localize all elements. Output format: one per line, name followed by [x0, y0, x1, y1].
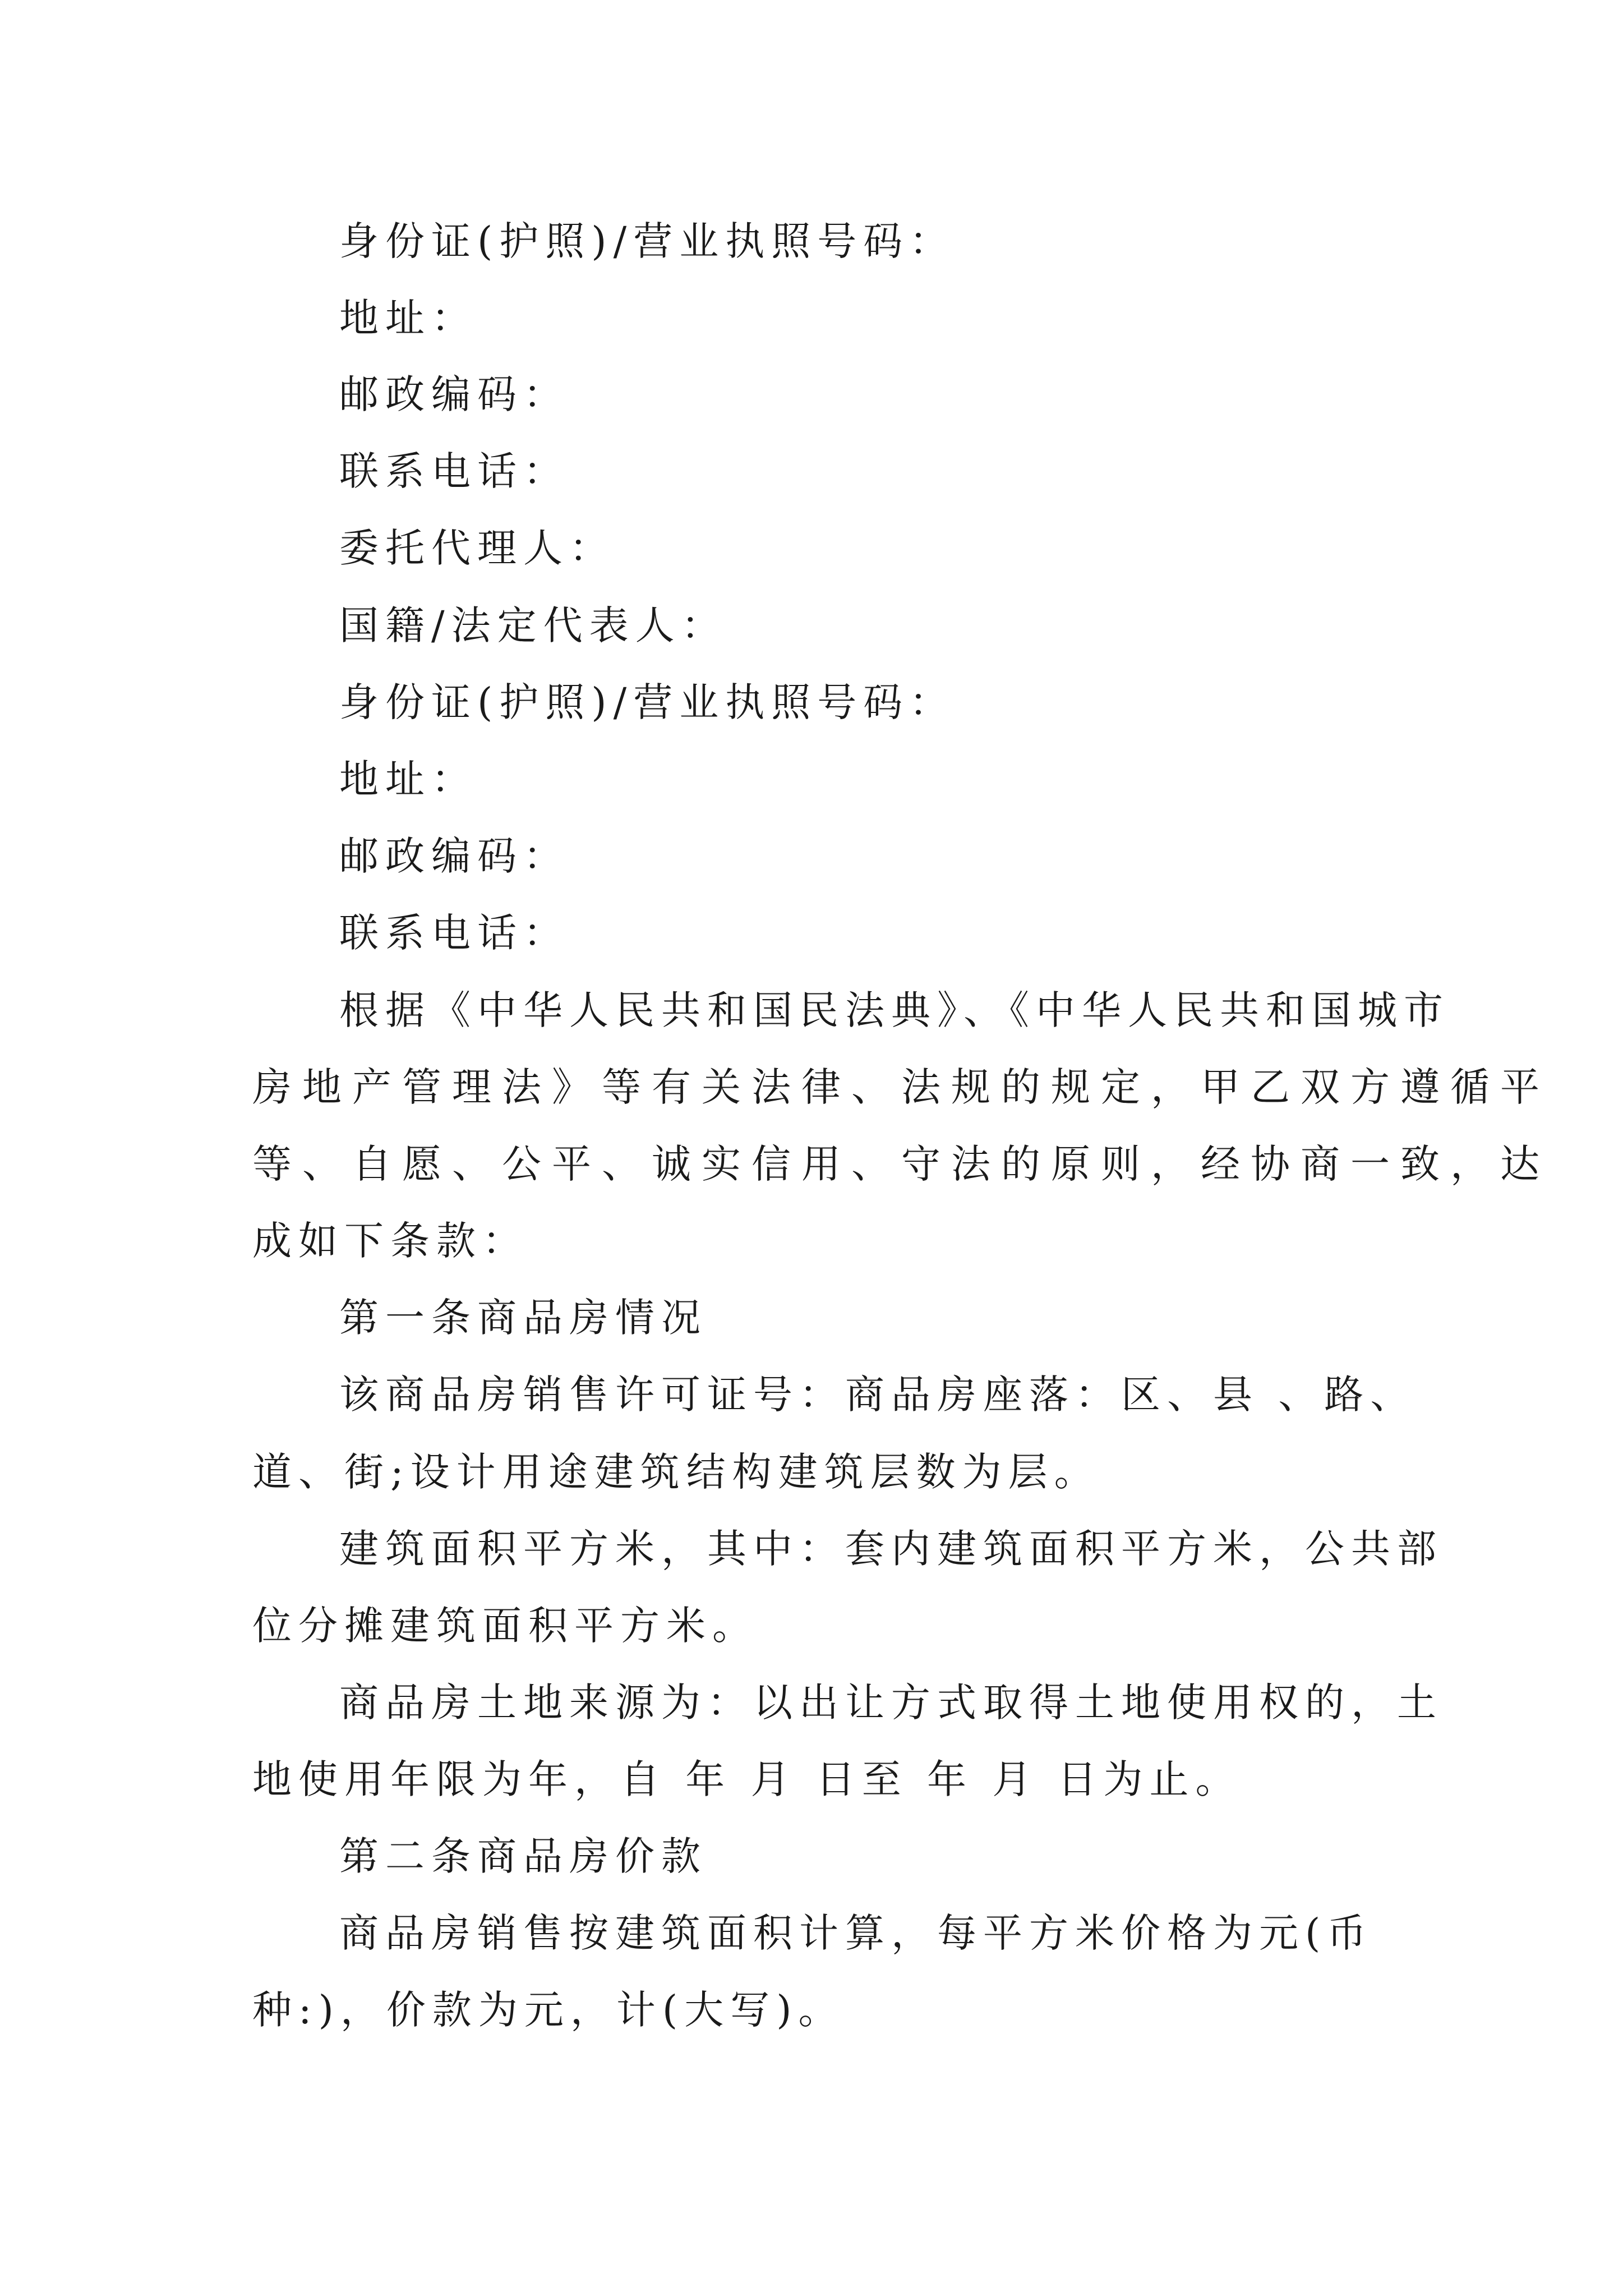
field-id-number-1: 身份证(护照)/营业执照号码： [339, 218, 956, 264]
field-agent: 委托代理人： [339, 525, 615, 571]
field-postal-code-2: 邮政编码： [339, 833, 569, 879]
field-phone-2: 联系电话： [339, 910, 569, 956]
article2-title: 第二条商品房价款 [339, 1833, 707, 1879]
preamble-line-4: 成如下条款： [252, 1218, 528, 1264]
article1-title: 第一条商品房情况 [339, 1295, 707, 1341]
field-phone-1: 联系电话： [339, 448, 569, 494]
article1-para3-line1: 商品房土地来源为：以出让方式取得土地使用权的，土 [339, 1680, 1443, 1726]
article1-para1-line1: 该商品房销售许可证号：商品房座落：区、县 、路、 [339, 1372, 1417, 1418]
field-nationality-rep: 国籍/法定代表人： [339, 602, 727, 648]
preamble-line-3: 等、自愿、公平、诚实信用、守法的原则，经协商一致，达 [252, 1141, 1550, 1187]
article1-para1-line2: 道、街;设计用途建筑结构建筑层数为层。 [252, 1449, 1100, 1495]
article1-para3-line2: 地使用年限为年，自 年 月 日至 年 月 日为止。 [252, 1756, 1242, 1802]
article2-para1-line1: 商品房销售按建筑面积计算，每平方米价格为元(币 [339, 1910, 1373, 1956]
field-postal-code-1: 邮政编码： [339, 371, 569, 417]
article1-para2-line1: 建筑面积平方米，其中：套内建筑面积平方米，公共部 [339, 1526, 1443, 1572]
preamble-line-1: 根据《中华人民共和国民法典》、《中华人民共和国城市 [339, 987, 1450, 1033]
article2-para1-line2: 种:)，价款为元，计(大写)。 [252, 1987, 845, 2033]
field-address-2: 地址： [339, 756, 477, 802]
article1-para2-line2: 位分摊建筑面积平方米。 [252, 1603, 758, 1649]
preamble-line-2: 房地产管理法》等有关法律、法规的规定，甲乙双方遵循平 [252, 1064, 1550, 1110]
field-id-number-2: 身份证(护照)/营业执照号码： [339, 679, 956, 725]
field-address-1: 地址： [339, 295, 477, 341]
